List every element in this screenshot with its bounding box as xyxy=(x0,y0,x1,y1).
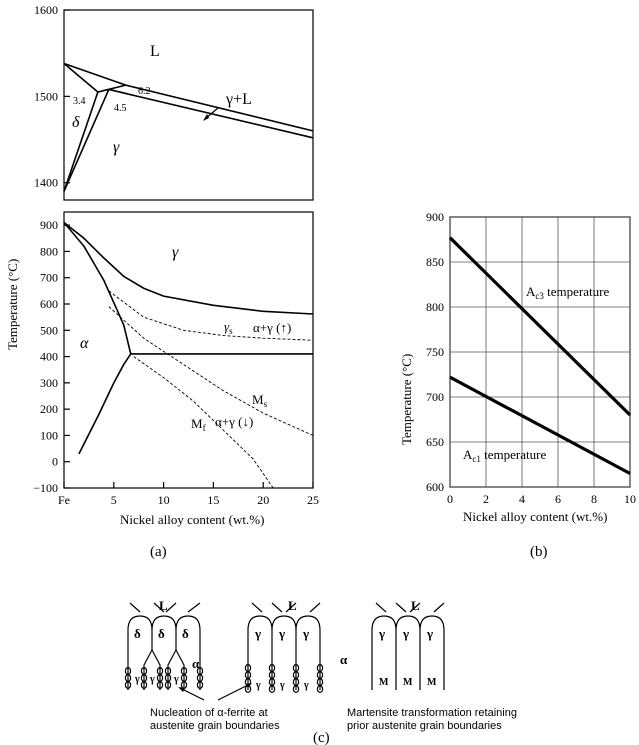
panel-a-xlabel: Nickel alloy content (wt.%) xyxy=(120,512,265,527)
schematic-c xyxy=(125,598,517,732)
note-nucleation-line2: austenite grain boundaries xyxy=(150,720,280,732)
note-arrow-2 xyxy=(218,684,250,700)
label-gamma-s: $\gamma_s$ xyxy=(224,319,233,336)
label-liquid: L xyxy=(150,43,160,60)
schematic-martensite xyxy=(372,598,444,690)
ytick-label: −100 xyxy=(33,481,58,495)
xtick-label: 5 xyxy=(110,493,117,507)
label-alpha-lower: α xyxy=(80,335,89,352)
sch1-delta-1: δ xyxy=(134,626,141,641)
sch3-gamma-2: γ xyxy=(403,626,410,641)
panel-a-upper-lines xyxy=(64,64,313,192)
phase-boundary-line xyxy=(126,85,313,131)
sch1-delta-2: δ xyxy=(158,626,165,641)
xtick-label: Fe xyxy=(58,493,70,507)
value-6-2: 6.2 xyxy=(138,86,151,97)
xtick-label: 25 xyxy=(307,493,319,507)
label-ac1: $A_{c1}$ temperature xyxy=(463,447,547,464)
xtick-label: 6 xyxy=(555,492,561,506)
sch3-growth-marks xyxy=(376,603,444,612)
caption-c: (c) xyxy=(313,730,330,745)
sch2-gamma-bot-2: γ xyxy=(280,680,285,691)
label-delta-upper: δ xyxy=(72,114,80,131)
xtick-label: 0 xyxy=(447,492,453,506)
ytick-label: 1400 xyxy=(34,175,58,190)
panel-a-lower-lines xyxy=(64,223,313,488)
label-ms: $M_s$ xyxy=(252,392,268,409)
phase-boundary-line xyxy=(64,64,98,93)
sch2-gamma-top-3: γ xyxy=(303,626,310,641)
sch1-gamma-2: γ xyxy=(150,674,155,685)
label-alpha-gamma-up: α+γ (↑) xyxy=(253,320,292,335)
ytick-label: 850 xyxy=(426,255,444,269)
sch2-label-L: L xyxy=(288,598,297,613)
phase-boundary-line xyxy=(64,89,109,191)
schematic-gamma-grains xyxy=(245,598,348,692)
label-gamma-liquid: γ+L xyxy=(226,91,252,108)
xtick-label: 20 xyxy=(257,493,270,507)
sch1-label-L: L xyxy=(159,598,168,613)
xtick-label: 15 xyxy=(207,493,220,507)
caption-b: (b) xyxy=(530,544,548,560)
ytick-label: 600 xyxy=(426,480,444,494)
sch3-label-L: L xyxy=(411,598,420,613)
series-line xyxy=(450,238,630,415)
ytick-label: 700 xyxy=(426,390,444,404)
sch1-delta-3: δ xyxy=(182,626,189,641)
ytick-label: 1600 xyxy=(34,3,58,17)
schematic-delta-grains xyxy=(125,598,202,690)
phase-boundary-line xyxy=(64,64,126,86)
panel-b-xlabel: Nickel alloy content (wt.%) xyxy=(463,509,608,524)
panel-a-ylabel: Temperature (°C) xyxy=(5,258,20,350)
phase-boundary-line xyxy=(98,85,126,92)
ytick-label: 800 xyxy=(426,300,444,314)
note-martensite-line1: Martensite transformation retaining xyxy=(347,707,517,719)
panel-b-lines xyxy=(450,238,630,474)
xtick-label: 10 xyxy=(624,492,636,506)
sch1-gamma-1: γ xyxy=(135,674,140,685)
label-alpha-gamma-down: α+γ (↓) xyxy=(215,414,254,429)
sch2-gamma-top-2: γ xyxy=(279,626,286,641)
ytick-label: 600 xyxy=(40,297,58,311)
sch3-M-3: M xyxy=(427,677,437,688)
ytick-label: 750 xyxy=(426,345,444,359)
panel-a-upper xyxy=(34,3,313,200)
ytick-label: 300 xyxy=(40,375,58,390)
value-3-4: 3.4 xyxy=(73,96,86,107)
label-gamma-lower: γ xyxy=(172,244,179,261)
sch1-alpha: α xyxy=(192,656,200,671)
xtick-label: 2 xyxy=(483,492,489,506)
ytick-label: 200 xyxy=(40,402,58,417)
ytick-label: 900 xyxy=(426,210,444,224)
sch3-M-2: M xyxy=(403,677,413,688)
note-martensite-line2: prior austenite grain boundaries xyxy=(347,720,502,732)
note-nucleation-line1: Nucleation of α-ferrite at xyxy=(150,707,268,719)
label-mf: $M_f$ xyxy=(191,416,206,433)
sch3-gamma-3: γ xyxy=(427,626,434,641)
ytick-label: 900 xyxy=(40,218,58,233)
xtick-label: 4 xyxy=(519,492,525,506)
label-ac3: $A_{c3}$ temperature xyxy=(526,284,610,301)
panel-a-lower-ticks xyxy=(33,218,319,507)
xtick-label: 8 xyxy=(591,492,597,506)
value-4-5: 4.5 xyxy=(114,103,127,114)
sch2-gamma-top-1: γ xyxy=(255,626,262,641)
sch2-gamma-bot-1: γ xyxy=(256,680,261,691)
ytick-label: 500 xyxy=(40,323,58,338)
phase-boundary-line xyxy=(64,223,313,314)
caption-a: (a) xyxy=(150,544,167,560)
xtick-label: 10 xyxy=(157,493,170,507)
phase-boundary-line xyxy=(79,354,131,454)
sch3-gamma-1: γ xyxy=(379,626,386,641)
ytick-label: 1500 xyxy=(34,89,58,104)
sch2-alpha: α xyxy=(340,652,348,667)
sch2-gamma-bot-3: γ xyxy=(304,680,309,691)
sch3-M-1: M xyxy=(379,677,389,688)
panel-b xyxy=(426,210,636,506)
panel-a-lower xyxy=(33,212,319,507)
note-arrowhead-2 xyxy=(246,683,252,688)
ytick-label: 400 xyxy=(40,349,58,364)
ytick-label: 0 xyxy=(52,454,58,469)
panel-a-lower-frame xyxy=(64,212,313,488)
panel-b-ylabel: Temperature (°C) xyxy=(399,353,414,445)
ytick-label: 650 xyxy=(426,435,444,449)
sch1-gamma-3: γ xyxy=(174,674,179,685)
label-gamma-upper: γ xyxy=(113,139,120,156)
ytick-label: 800 xyxy=(40,244,58,259)
ytick-label: 700 xyxy=(40,270,58,285)
sch2-growth-marks xyxy=(252,603,320,612)
phase-boundary-line xyxy=(64,223,131,354)
ytick-label: 100 xyxy=(40,428,58,443)
arrowhead-gamma-liquid xyxy=(203,114,209,121)
